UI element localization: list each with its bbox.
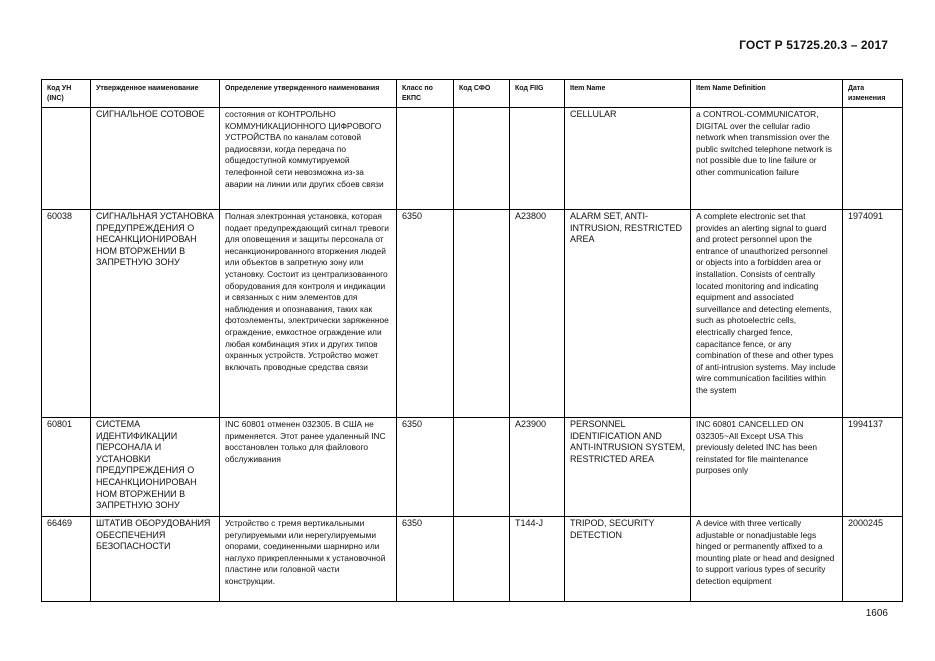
cell-change-date: 2000245 bbox=[843, 517, 903, 602]
cell-change-date: 1974091 bbox=[843, 210, 903, 418]
column-header-item-name-definition: Item Name Definition bbox=[691, 80, 843, 108]
cell-class: 6350 bbox=[397, 517, 454, 602]
table-row bbox=[42, 517, 903, 602]
cell-inc: 60801 bbox=[42, 418, 91, 517]
cell-item-name-definition: a CONTROL-COMMUNICATOR, DIGITAL over the cellular radio network when transmission over the public switched telephone network is not possible due to line failure or other communication failure bbox=[691, 108, 843, 210]
cell-class: 6350 bbox=[397, 210, 454, 418]
cell-class bbox=[397, 108, 454, 210]
cell-definition-ru: Полная электронная установка, которая подает предупреждающий сигнал тревоги для оповещения и защиты персонала от несанкционированного вторжения людей или объектов в запретную зону или установку. Состоит из централизованного оборудования для контроля и индикации и связанных с ним элементов для наблюдения и опознавания, таких как фотоэлементы, электрически заряженное ограждение, емкостное ограждение или любая комбинация этих и других типов охранных устройств. Устройство может включать проводные средства связи bbox=[220, 210, 397, 418]
cell-fiig: A23900 bbox=[510, 418, 565, 517]
cell-item-name: TRIPOD, SECURITY DETECTION bbox=[565, 517, 691, 602]
column-header-item-name: Item Name bbox=[565, 80, 691, 108]
cell-approved-name: СИГНАЛЬНОЕ СОТОВОЕ bbox=[91, 108, 220, 210]
cell-fiig bbox=[510, 108, 565, 210]
cell-inc: 60038 bbox=[42, 210, 91, 418]
cell-fiig: A23800 bbox=[510, 210, 565, 418]
page-number: 1606 bbox=[865, 608, 888, 619]
cell-sfo bbox=[454, 418, 510, 517]
document-standard-title: ГОСТ Р 51725.20.3 – 2017 bbox=[739, 38, 888, 52]
cell-inc: 66469 bbox=[42, 517, 91, 602]
cell-item-name-definition: A complete electronic set that provides an alerting signal to guard and protect personnel upon the entrance of unauthorized personnel or objects into a forbidden area or installation. Consists of centrally located monitoring and indicating equipment and associated surveillance and detecting elements, such as photoelectric cells, electrically charged fence, capacitance fence, or any combination of these and other types of anti-intrusion systems. May include wire communication facilities within the system bbox=[691, 210, 843, 418]
cell-change-date bbox=[843, 108, 903, 210]
cell-item-name-definition: INC 60801 CANCELLED ON 032305~All Except USA This previously deleted INC has been reinstated for file maintenance purposes only bbox=[691, 418, 843, 517]
column-header-definition-ru: Определение утвержденного наименования bbox=[220, 80, 397, 108]
cell-approved-name: СИГНАЛЬНАЯ УСТАНОВКА ПРЕДУПРЕЖДЕНИЯ О НЕСАНКЦИОНИРОВАН НОМ ВТОРЖЕНИИ В ЗАПРЕТНУЮ ЗОНУ bbox=[91, 210, 220, 418]
cell-inc bbox=[42, 108, 91, 210]
table-row bbox=[42, 418, 903, 517]
column-header-fiig: Код FIIG bbox=[510, 80, 565, 108]
cell-sfo bbox=[454, 517, 510, 602]
table-row bbox=[42, 108, 903, 210]
column-header-sfo: Код СФО bbox=[454, 80, 510, 108]
cell-item-name: CELLULAR bbox=[565, 108, 691, 210]
cell-definition-ru: Устройство с тремя вертикальными регулируемыми или нерегулируемыми опорами, соединенными шарнирно или наглухо прикрепленными к установочной пластине или головной части конструкции. bbox=[220, 517, 397, 602]
cell-item-name-definition: A device with three vertically adjustable or nonadjustable legs hinged or permanently affixed to a mounting plate or head and designed to support various types of security detection equipment bbox=[691, 517, 843, 602]
cell-item-name: ALARM SET, ANTI-INTRUSION, RESTRICTED AREA bbox=[565, 210, 691, 418]
cell-approved-name: ШТАТИВ ОБОРУДОВАНИЯ ОБЕСПЕЧЕНИЯ БЕЗОПАСНОСТИ bbox=[91, 517, 220, 602]
cell-item-name: PERSONNEL IDENTIFICATION AND ANTI-INTRUSION SYSTEM, RESTRICTED AREA bbox=[565, 418, 691, 517]
cell-class: 6350 bbox=[397, 418, 454, 517]
column-header-approved-name: Утвержденное наименование bbox=[91, 80, 220, 108]
cell-fiig: T144-J bbox=[510, 517, 565, 602]
cell-sfo bbox=[454, 108, 510, 210]
table-row bbox=[42, 210, 903, 418]
item-name-registry-table bbox=[41, 79, 903, 602]
column-header-change-date: Дата изменения bbox=[843, 80, 903, 108]
cell-definition-ru: INC 60801 отменен 032305. В США не применяется. Этот ранее удаленный INC восстановлен только для файлового обслуживания bbox=[220, 418, 397, 517]
cell-definition-ru: состояния от КОНТРОЛЬНО КОММУНИКАЦИОННОГО ЦИФРОВОГО УСТРОЙСТВА по каналам сотовой радиосвязи, когда передача по общедоступной коммутируемой телефонной сети невозможна из-за аварии на линии или других сбоев связи bbox=[220, 108, 397, 210]
table-header-row bbox=[42, 80, 903, 108]
cell-approved-name: СИСТЕМА ИДЕНТИФИКАЦИИ ПЕРСОНАЛА И УСТАНОВКИ ПРЕДУПРЕЖДЕНИЯ О НЕСАНКЦИОНИРОВАН НОМ ВТОРЖЕНИИ В ЗАПРЕТНУЮ ЗОНУ bbox=[91, 418, 220, 517]
cell-change-date: 1994137 bbox=[843, 418, 903, 517]
column-header-inc: Код УН (INC) bbox=[42, 80, 91, 108]
cell-sfo bbox=[454, 210, 510, 418]
column-header-class: Класс по ЕКПС bbox=[397, 80, 454, 108]
